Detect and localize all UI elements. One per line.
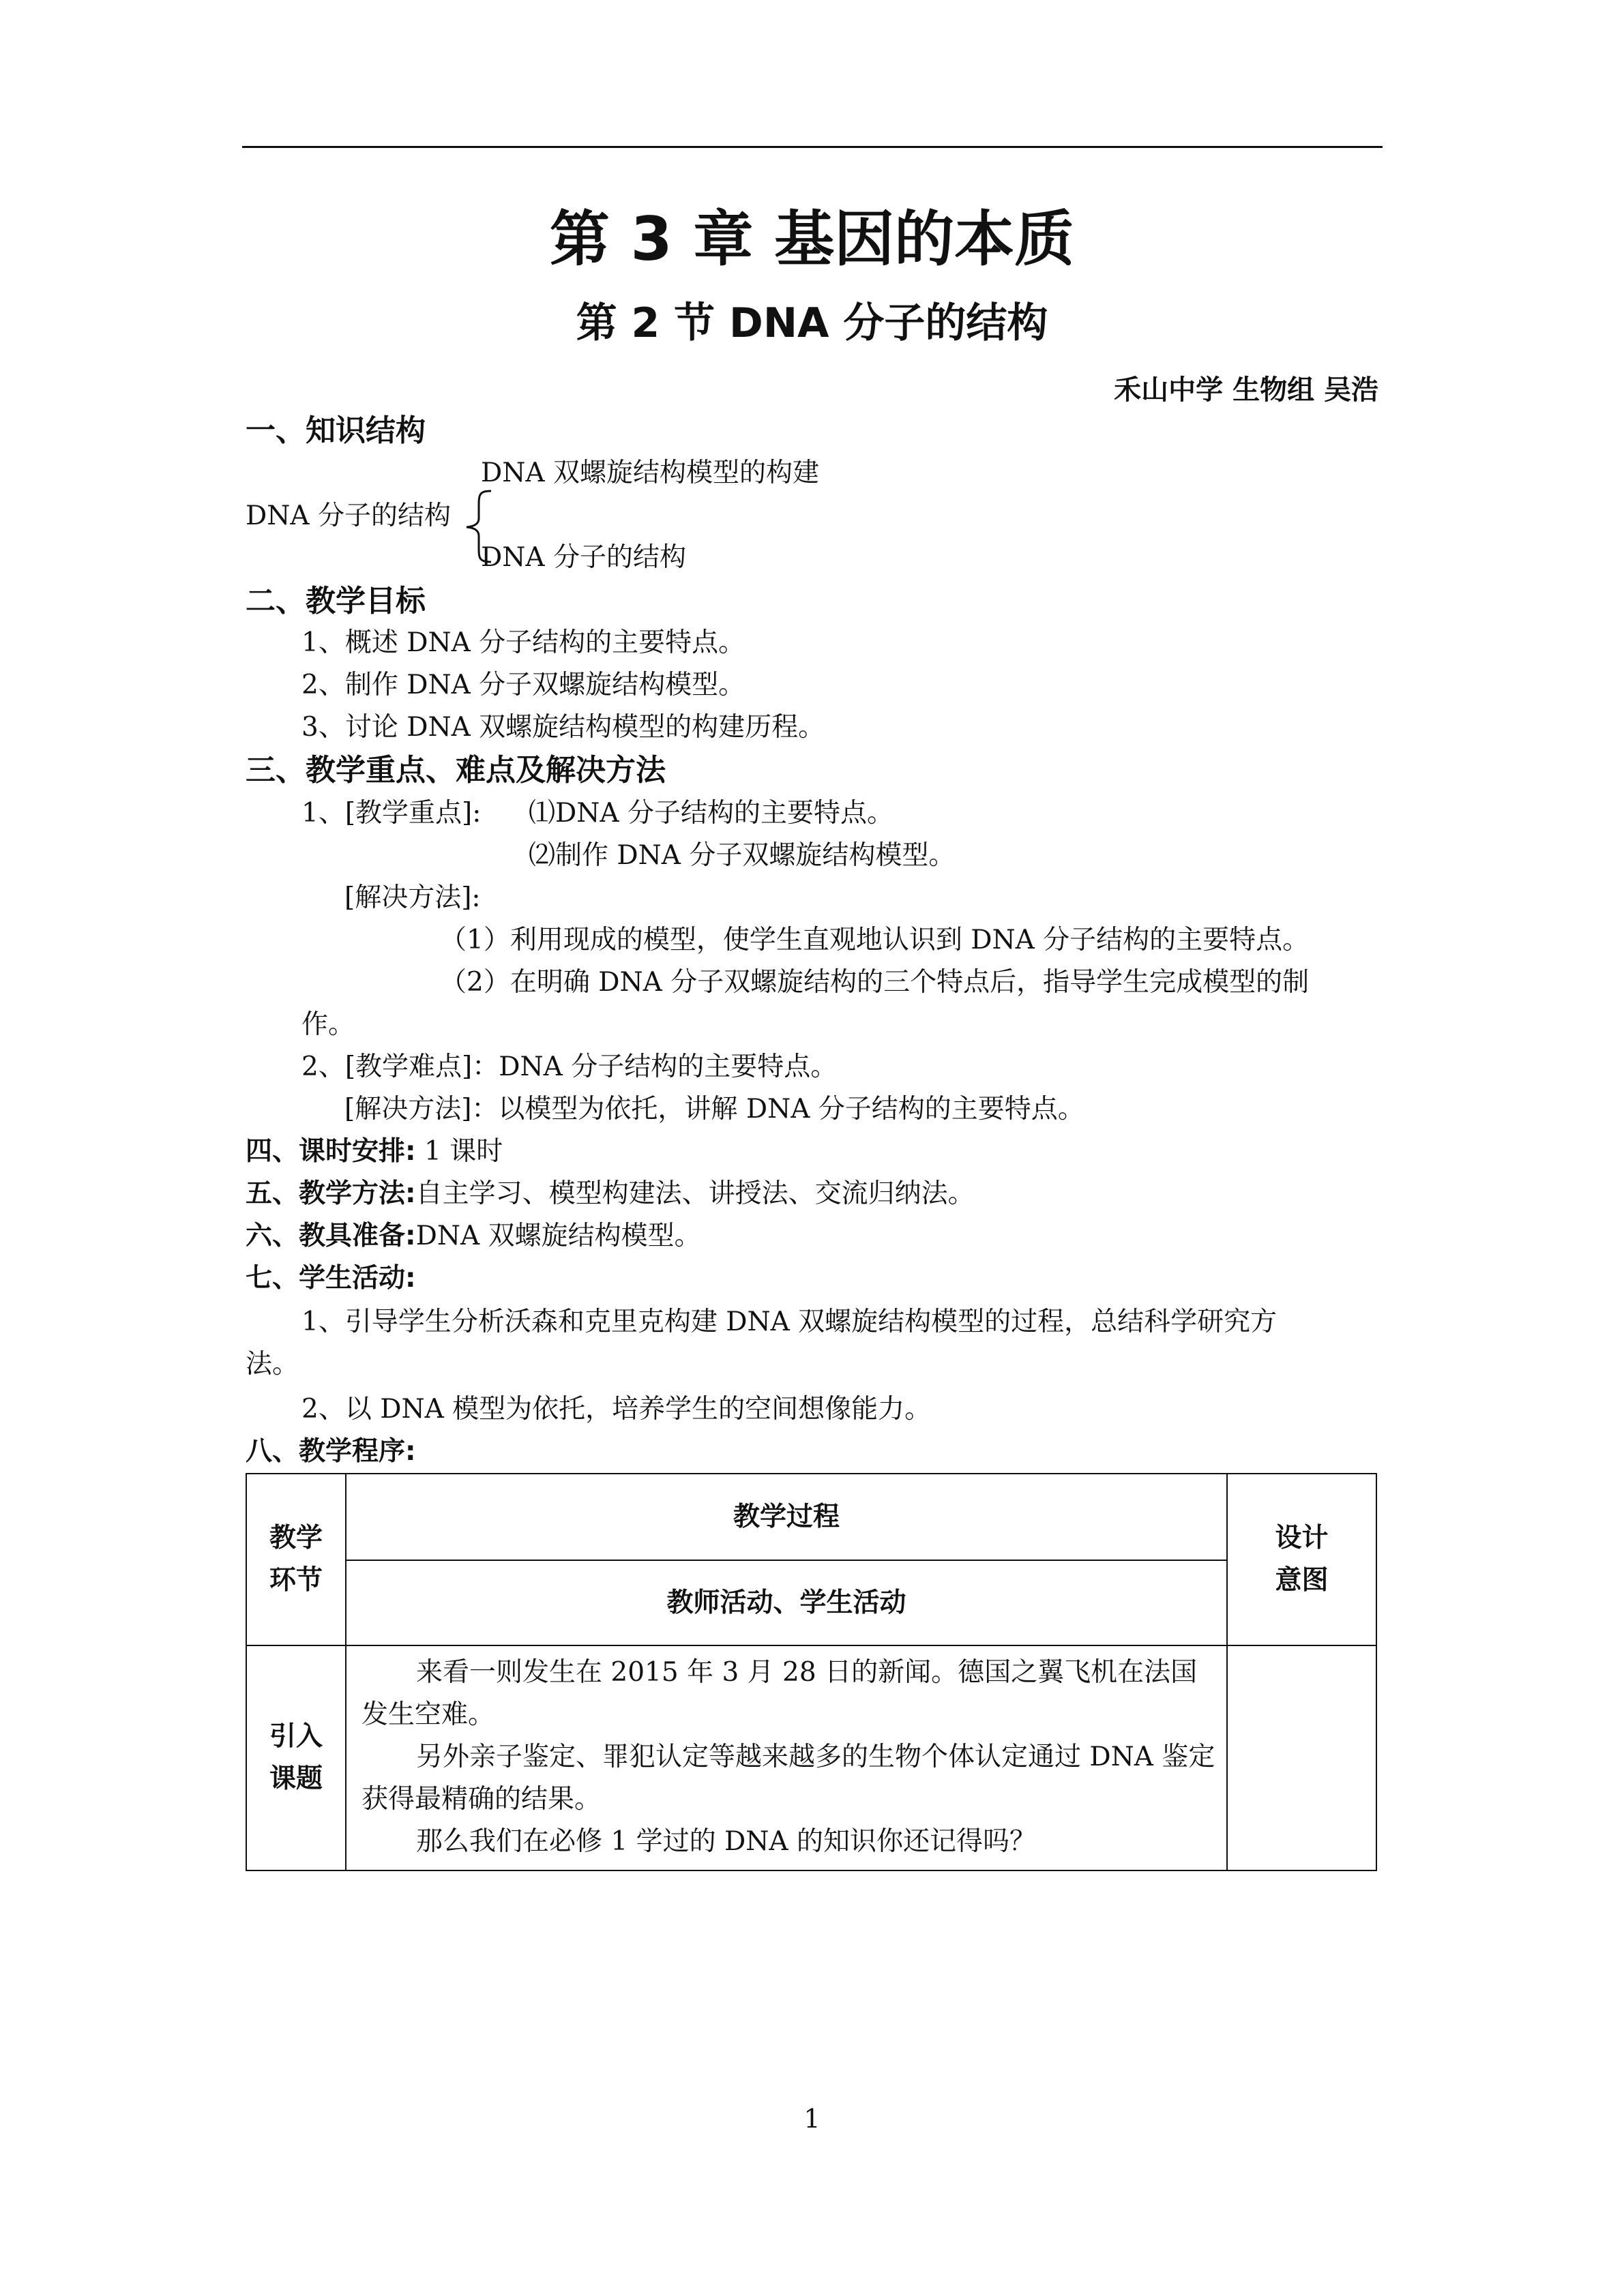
sec5-line: [246, 1176, 975, 1212]
difficulty: 2、[教学难点]：DNA 分子结构的主要特点。: [301, 1052, 838, 1082]
header-activity: 教师活动、学生活动: [346, 1560, 1227, 1645]
header-intent: [1227, 1474, 1376, 1645]
section-title: 第 2 节 DNA 分子的结构: [576, 299, 1048, 347]
row-stage: [246, 1645, 346, 1870]
sec6-label: 六、教具准备:: [246, 1221, 416, 1251]
difficulty-method: [解决方法]：以模型为依托，讲解 DNA 分子结构的主要特点。: [344, 1094, 1084, 1124]
method-label: [解决方法]:: [344, 882, 481, 913]
sec8-line: [246, 1433, 416, 1470]
sec8-label: 八、教学程序:: [246, 1436, 416, 1467]
structure-branch-2: DNA 分子的结构: [481, 542, 686, 573]
chapter-title: 第 3 章 基因的本质: [549, 204, 1075, 274]
goal-2: 2、制作 DNA 分子双螺旋结构模型。: [301, 670, 745, 700]
sec4-value: 1 课时: [415, 1136, 503, 1167]
sec7-line: [246, 1260, 416, 1297]
method-2: （2）在明确 DNA 分子双螺旋结构的三个特点后，指导学生完成模型的制: [440, 967, 1310, 998]
sec6-value: DNA 双螺旋结构模型。: [415, 1221, 701, 1251]
structure-root: DNA 分子的结构: [246, 501, 451, 531]
row-paragraph-3: 那么我们在必修 1 学过的 DNA 的知识你还记得吗？: [416, 1826, 1036, 1857]
row-activity: [346, 1645, 1227, 1870]
header-stage: [246, 1474, 346, 1645]
header-rule: [242, 146, 1383, 148]
sec1-heading: 一、知识结构: [246, 413, 426, 448]
sec6-line: [246, 1218, 701, 1255]
activity-1-cont: 法。: [246, 1349, 299, 1380]
structure-branch-1: DNA 双螺旋结构模型的构建: [481, 458, 819, 488]
row-paragraph-1: 来看一则发生在 2015 年 3 月 28 日的新闻。德国之翼飞机在法国发生空难。: [361, 1657, 1198, 1730]
procedure-table: [246, 1473, 1377, 1871]
key-label: 1、[教学重点]:: [301, 798, 482, 829]
header-intent-text: 设计意图: [1275, 1523, 1329, 1596]
author-line: 禾山中学 生物组 吴浩: [1114, 374, 1378, 406]
goal-1: 1、概述 DNA 分子结构的主要特点。: [301, 627, 745, 658]
page-number: 1: [803, 2104, 821, 2134]
header-process: 教学过程: [346, 1474, 1227, 1560]
key-point-1: ⑴DNA 分子结构的主要特点。: [529, 798, 894, 829]
header-stage-text: 教学环节: [269, 1523, 323, 1596]
method-1: （1）利用现成的模型，使学生直观地认识到 DNA 分子结构的主要特点。: [440, 925, 1310, 955]
key-point-2: ⑵制作 DNA 分子双螺旋结构模型。: [529, 840, 956, 871]
row-stage-text: 引入课题: [269, 1721, 323, 1794]
activity-2: 2、以 DNA 模型为依托，培养学生的空间想像能力。: [301, 1394, 932, 1425]
row-paragraph-2: 另外亲子鉴定、罪犯认定等越来越多的生物个体认定通过 DNA 鉴定获得最精确的结果。: [361, 1742, 1215, 1815]
sec4-label: 四、课时安排:: [246, 1136, 416, 1167]
sec2-heading: 二、教学目标: [246, 584, 426, 618]
activity-1: 1、引导学生分析沃森和克里克构建 DNA 双螺旋结构模型的过程，总结科学研究方: [301, 1307, 1278, 1337]
sec5-value: 自主学习、模型构建法、讲授法、交流归纳法。: [415, 1178, 975, 1209]
row-intent: [1227, 1645, 1376, 1870]
method-2-cont: 作。: [301, 1009, 355, 1040]
sec3-heading: 三、教学重点、难点及解决方法: [246, 753, 666, 788]
sec4-line: [246, 1133, 503, 1170]
sec5-label: 五、教学方法:: [246, 1178, 416, 1209]
goal-3: 3、讨论 DNA 双螺旋结构模型的构建历程。: [301, 712, 825, 743]
sec7-label: 七、学生活动:: [246, 1263, 416, 1294]
table-row: [246, 1645, 1376, 1870]
